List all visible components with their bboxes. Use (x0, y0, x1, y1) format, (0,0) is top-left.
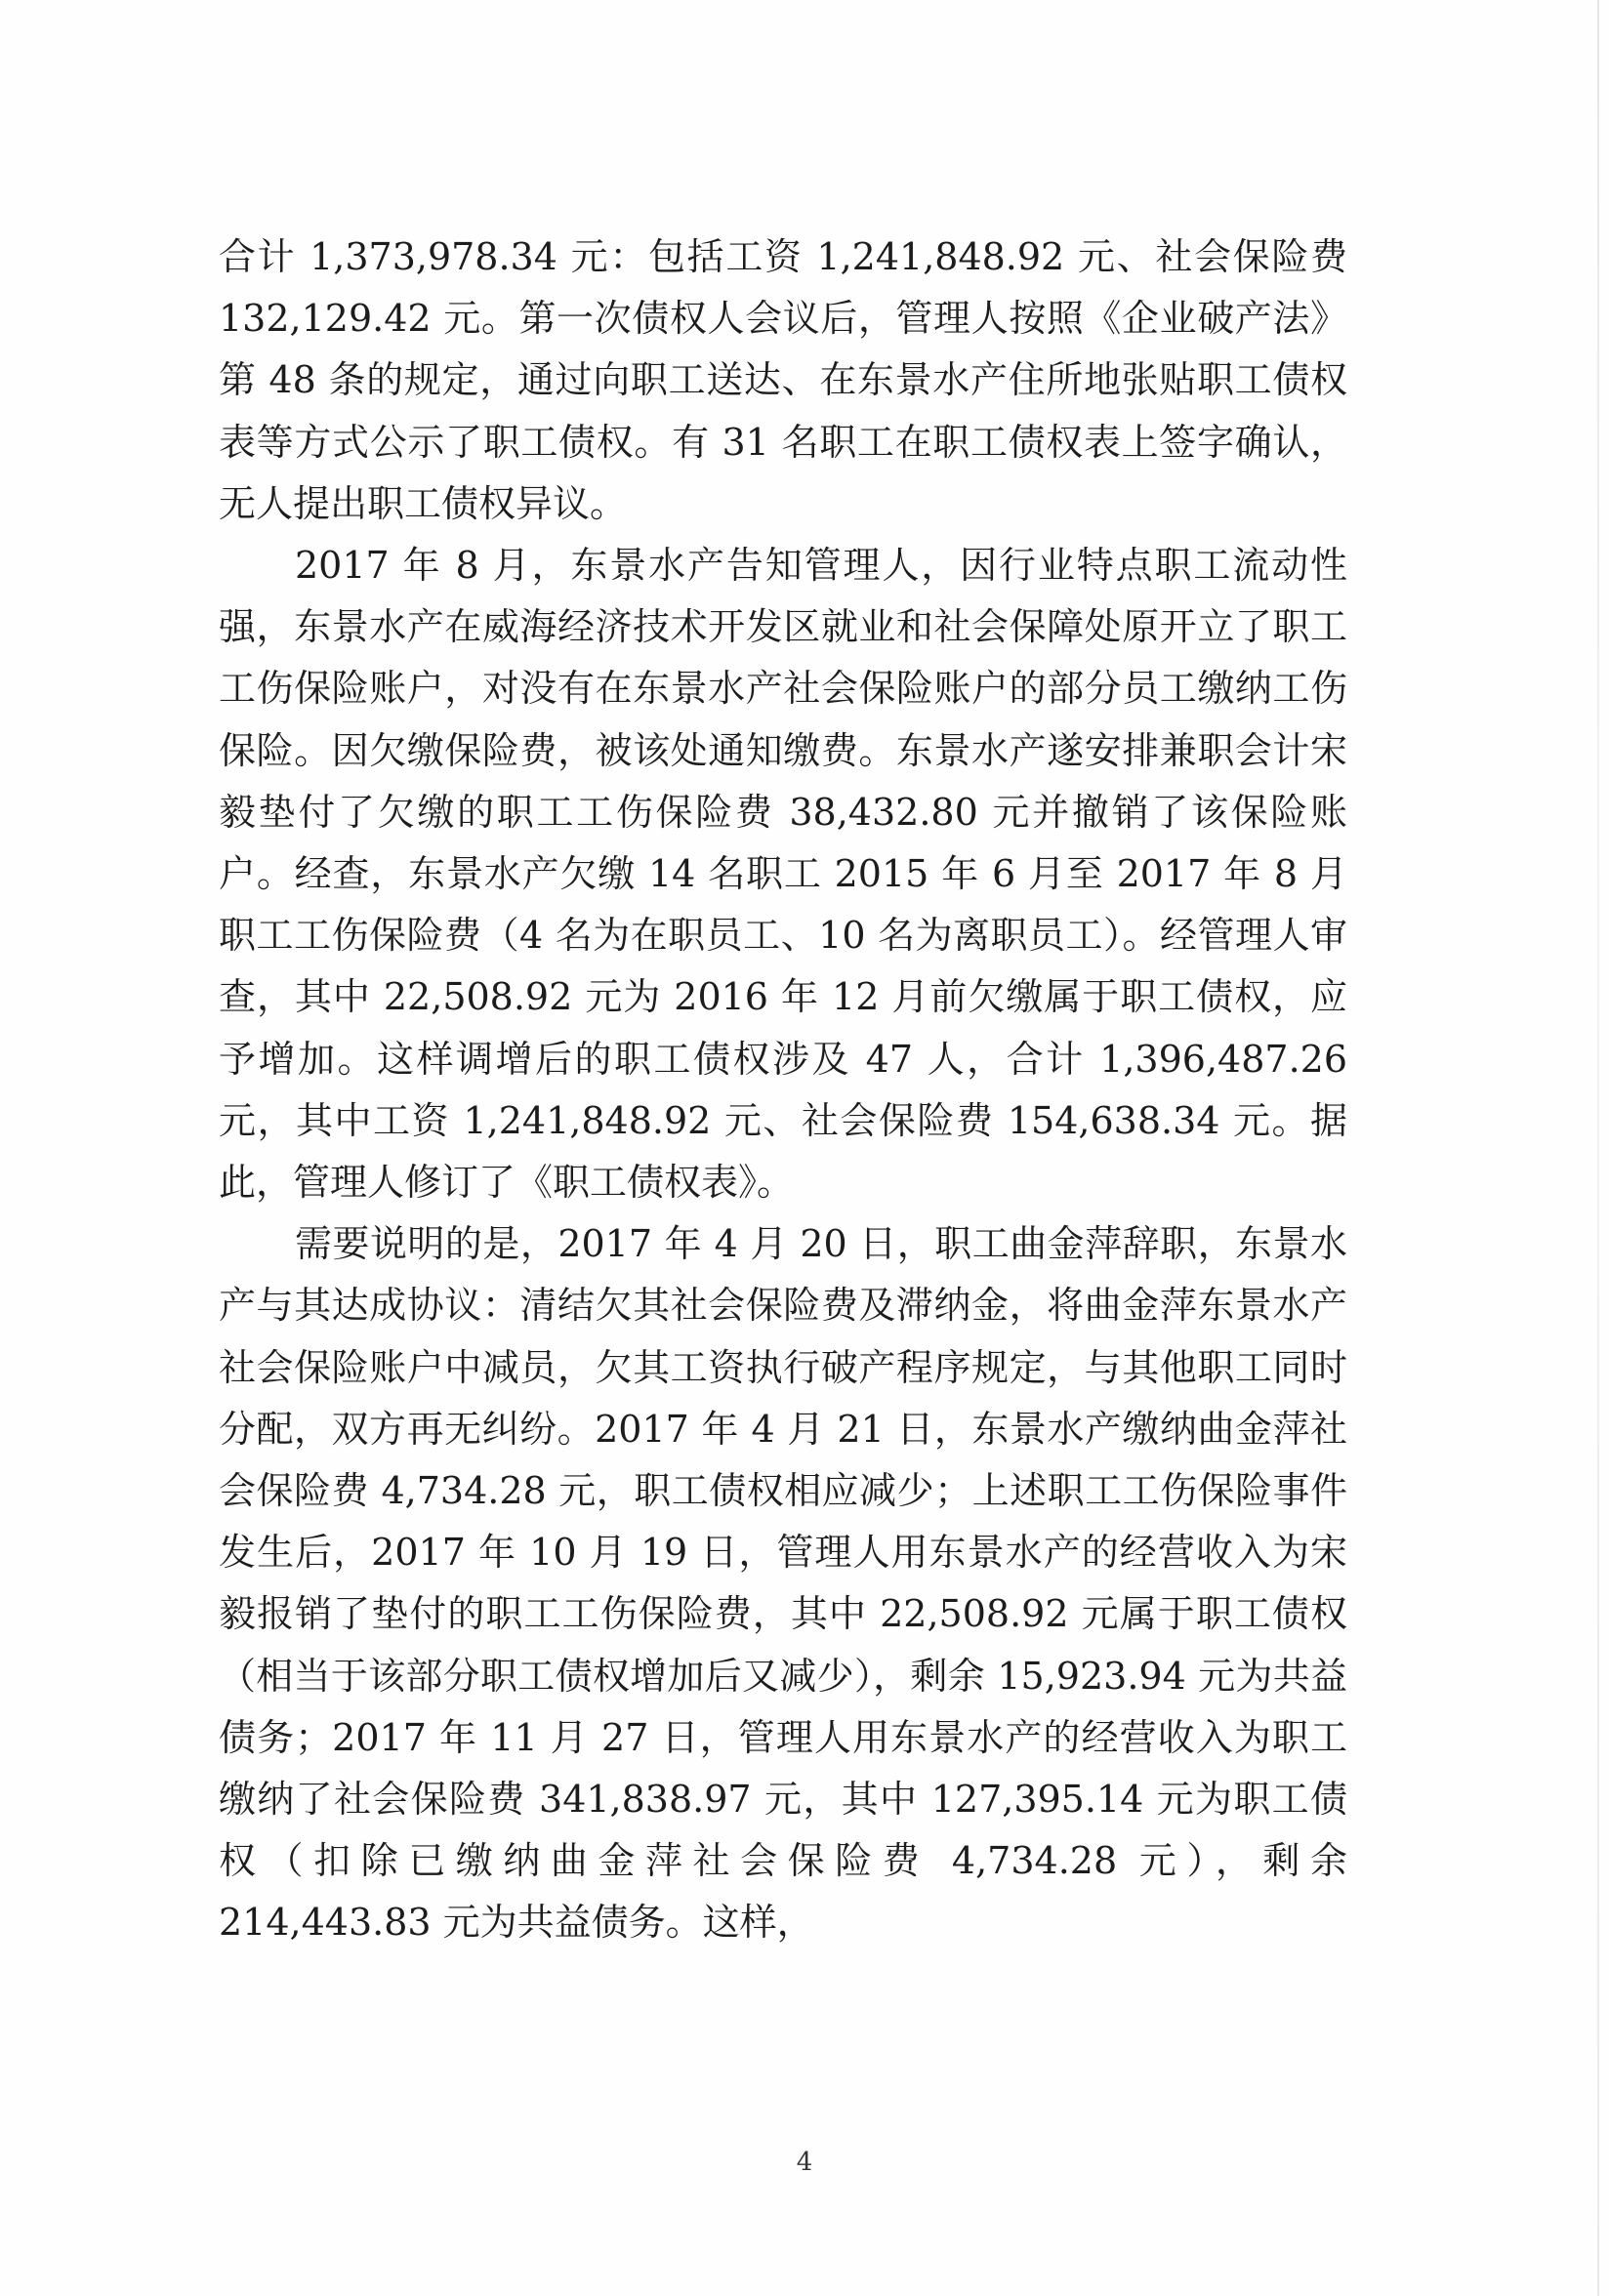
scan-edge-shadow (1597, 0, 1599, 2296)
page-number: 4 (796, 2148, 813, 2177)
paragraph-explanation: 需要说明的是，2017 年 4 月 20 日，职工曲金萍辞职，东景水产与其达成协议：清结欠其社会保险费及滞纳金，将曲金萍东景水产社会保险账户中减员，欠其工资执行破产程序规定，与其他职工同时分配，双方再无纠纷。2017 年 4 月 21 日，东景水产缴纳曲金萍社会保险费 4,734.28 元，职工债权相应减少；上述职工工伤保险事件发生后，2017 年 10 月 19 日，管理人用东景水产的经营收入为宋毅报销了垫付的职工工伤保险费，其中 22,508.92 元属于职工债权（相当于该部分职工债权增加后又减少），剩余 15,923.94 元为共益债务；2017 年 11 月 27 日，管理人用东景水产的经营收入为职工缴纳了社会保险费 341,838.97 元，其中 127,395.14 元为职工债权（扣除已缴纳曲金萍社会保险费 4,734.28 元），剩余 214,443.83 元为共益债务。这样， (219, 1222, 1347, 1945)
paragraph-work-injury-insurance: 2017 年 8 月，东景水产告知管理人，因行业特点职工流动性强，东景水产在威海经济技术开发区就业和社会保障处原开立了职工工伤保险账户，对没有在东景水产社会保险账户的部分员工缴纳工伤保险。因欠缴保险费，被该处通知缴费。东景水产遂安排兼职会计宋毅垫付了欠缴的职工工伤保险费 38,432.80 元并撤销了该保险账户。经查，东景水产欠缴 14 名职工 2015 年 6 月至 2017 年 8 月职工工伤保险费（4 名为在职员工、10 名为离职员工）。经管理人审查，其中 22,508.92 元为 2016 年 12 月前欠缴属于职工债权，应予增加。这样调增后的职工债权涉及 47 人，合计 1,396,487.26 元，其中工资 1,241,848.92 元、社会保险费 154,638.34 元。据此，管理人修订了《职工债权表》。 (219, 544, 1347, 1205)
document-body (219, 226, 1347, 1954)
paragraph-continued: 合计 1,373,978.34 元：包括工资 1,241,848.92 元、社会保险费 132,129.42 元。第一次债权人会议后，管理人按照《企业破产法》第 48 条的规定，通过向职工送达、在东景水产住所地张贴职工债权表等方式公示了职工债权。有 31 名职工在职工债权表上签字确认，无人提出职工债权异议。 (219, 235, 1347, 525)
